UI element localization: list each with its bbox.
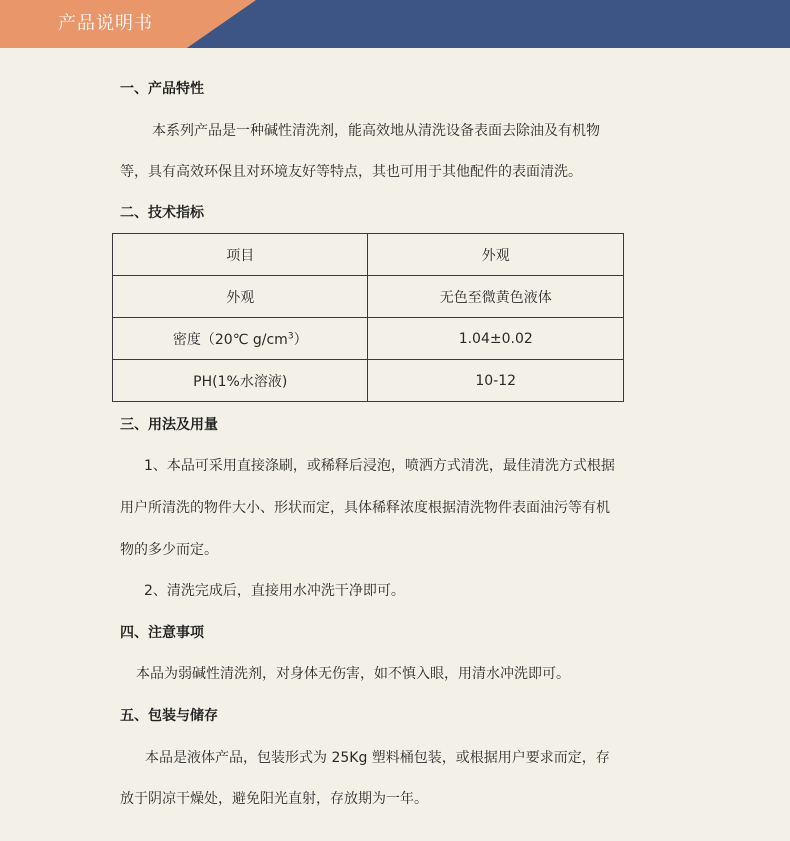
section-heading-specs: 二、技术指标 <box>120 205 204 221</box>
page-title: 产品说明书 <box>58 13 153 34</box>
paragraph-line: 本系列产品是一种碱性清洗剂，能高效地从清洗设备表面去除油及有机物 <box>152 123 600 139</box>
density-superscript: 3 <box>287 330 294 341</box>
paragraph-line: 1、本品可采用直接涤刷，或稀释后浸泡，喷洒方式清洗，最佳清洗方式根据 <box>144 458 615 474</box>
table-header-cell: 项目 <box>113 234 368 276</box>
density-label-suffix: ） <box>293 331 308 348</box>
paragraph-line: 放于阴凉干燥处，避免阳光直射，存放期为一年。 <box>120 791 428 807</box>
paragraph-line: 物的多少而定。 <box>120 542 218 558</box>
paragraph-line: 等，具有高效环保且对环境友好等特点，其也可用于其他配件的表面清洗。 <box>120 164 582 180</box>
table-cell-value: 无色至微黄色液体 <box>368 276 624 318</box>
table-cell-value: 10-12 <box>368 360 624 402</box>
table-row <box>113 318 624 360</box>
paragraph-line: 本品为弱碱性清洗剂，对身体无伤害，如不慎入眼，用清水冲洗即可。 <box>136 666 570 682</box>
table-cell-item: 外观 <box>113 276 368 318</box>
table-cell-value: 1.04±0.02 <box>368 318 624 360</box>
header-banner <box>0 0 790 48</box>
section-heading-notes: 四、注意事项 <box>120 625 204 641</box>
paragraph-line: 本品是液体产品，包装形式为 25Kg 塑料桶包装，或根据用户要求而定，存 <box>145 750 610 766</box>
paragraph-line: 2、清洗完成后，直接用水冲洗干净即可。 <box>144 583 405 599</box>
section-heading-features: 一、产品特性 <box>120 81 204 97</box>
table-header-cell: 外观 <box>368 234 624 276</box>
table-row <box>113 360 624 402</box>
table-row <box>113 276 624 318</box>
spec-table <box>112 233 624 402</box>
density-label: 密度（20℃ g/cm <box>172 331 288 348</box>
table-cell-item <box>113 318 368 360</box>
table-cell-item: PH(1%水溶液) <box>113 360 368 402</box>
section-heading-packaging: 五、包装与储存 <box>120 708 218 724</box>
table-header-row <box>113 234 624 276</box>
paragraph-line: 用户所清洗的物件大小、形状而定，具体稀释浓度根据清洗物件表面油污等有机 <box>120 500 610 516</box>
section-heading-usage: 三、用法及用量 <box>120 417 218 433</box>
